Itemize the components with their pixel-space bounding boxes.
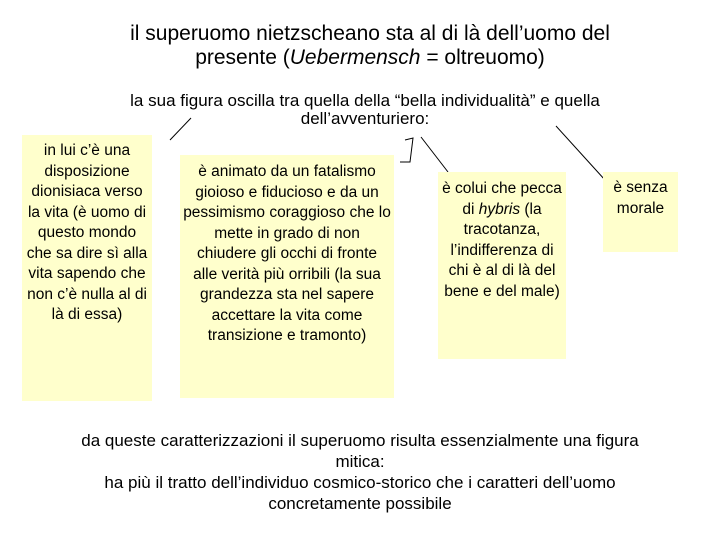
title-line-1: il superuomo nietzscheano sta al di là dell’uomo del: [130, 22, 610, 45]
conclusion-line-3: ha più il tratto dell’individuo cosmico-storico che i caratteri dell’uomo: [104, 473, 616, 492]
trait-box-hybris: [438, 172, 566, 359]
subtitle-line-2: dell’avventuriero:: [300, 109, 430, 128]
title-line-2-suffix: = oltreuomo): [420, 46, 545, 69]
subtitle-line-1: la sua figura oscilla tra quella della “bella individualità” e quella: [130, 91, 600, 110]
connector-box3: [421, 137, 448, 172]
trait-box-dionysian: in lui c’è una disposizione dionisiaca verso la vita (è uomo di questo mondo che sa dire sì alla vita sapendo che non c’è nulla al di là di essa): [22, 135, 152, 401]
conclusion: [20, 430, 700, 514]
conclusion-line-2: mitica:: [335, 452, 385, 471]
title-term-uebermensch: Uebermensch: [289, 46, 421, 69]
trait-box-no-morals: è senza morale: [603, 172, 678, 252]
box3-suffix: (la tracotanza, l’indifferenza di chi è al di là del bene e del male): [444, 200, 560, 300]
trait-box-fatalism: è animato da un fatalismo gioioso e fiducioso e da un pessimismo coraggioso che lo mette in grado di non chiudere gli occhi di fronte alle verità più orribili (la sua grandezza sta nel sapere accettare la vita come transizione e tramonto): [180, 155, 394, 398]
title-line-2-prefix: presente (: [195, 46, 290, 69]
connector-center: [400, 138, 413, 162]
conclusion-line-4: concretamente possibile: [268, 494, 452, 513]
conclusion-line-1: da queste caratterizzazioni il superuomo risulta essenzialmente una figura: [81, 431, 639, 450]
box3-term-hybris: hybris: [478, 200, 521, 218]
connector-left: [170, 118, 191, 140]
box3-prefix: è colui che pecca di: [442, 180, 562, 218]
